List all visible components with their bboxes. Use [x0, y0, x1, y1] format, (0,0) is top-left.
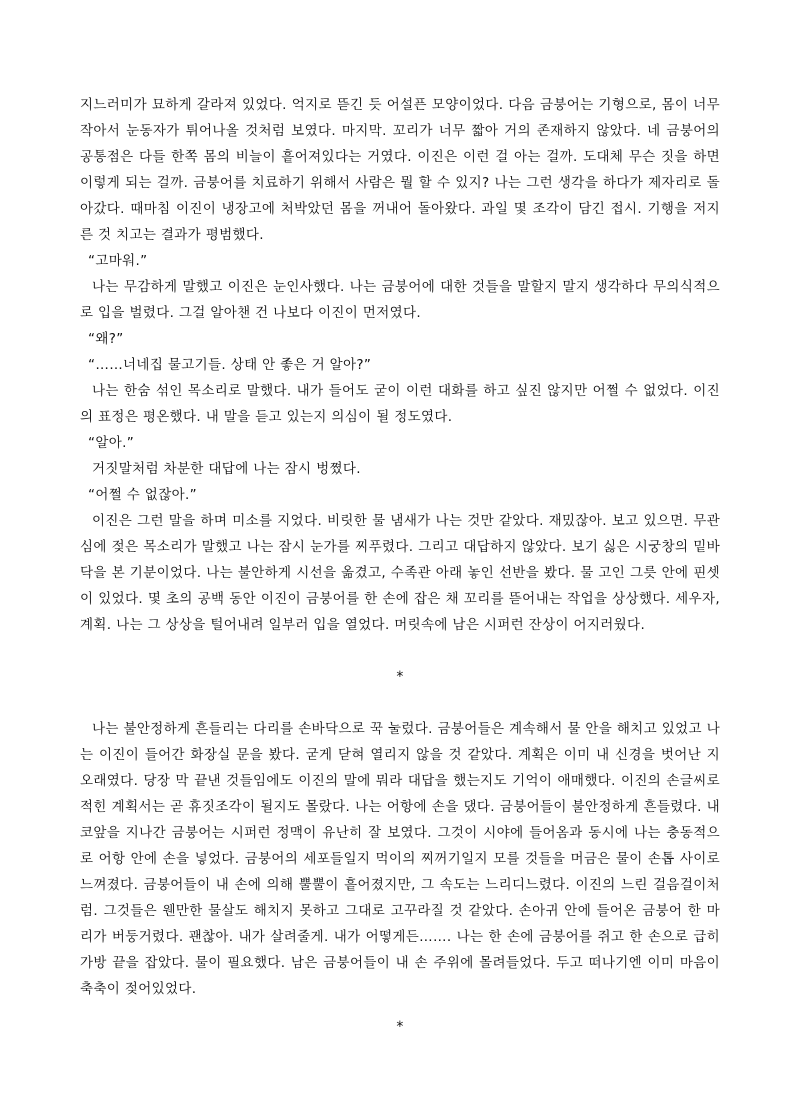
paragraph-3: 나는 한숨 섞인 목소리로 말했다. 내가 들어도 굳이 이런 대화를 하고 싶진 않지만 어쩔 수 없었다. 이진의 표정은 평온했다. 내 말을 듣고 있는지 의심이 될 정도였다.: [80, 383, 720, 425]
dialogue-line-5: “어쩔 수 없잖아.”: [88, 487, 197, 503]
section-separator: *: [396, 669, 404, 685]
paragraph-1: 지느러미가 묘하게 갈라져 있었다. 억지로 뜯긴 듯 어설픈 모양이었다. 다음 금붕어는 기형으로, 몸이 너무 작아서 눈동자가 튀어나올 것처럼 보였다. 마지막. 꼬리가 너무 짧아 거의 존재하지 않았다. 네 금붕어의 공통점은 다들 한쪽 몸의 비늘이 흩어져있다는 거였다. 이진은 이런 걸 아는 걸까. 도대체 무슨 짓을 하면 이렇게 되는 걸까. 금붕어를 치료하기 위해서 사람은 뭘 할 수 있지? 나는 그런 생각을 하다가 제자리로 돌아갔다. 때마침 이진이 냉장고에 처박았던 몸을 꺼내어 돌아왔다. 과일 몇 조각이 담긴 접시. 기행을 저지른 것 치고는 결과가 평범했다.: [80, 97, 720, 243]
paragraph-4: 거짓말처럼 차분한 대답에 나는 잠시 벙쪘다.: [92, 461, 361, 477]
dialogue-line-1: “고마워.”: [88, 253, 148, 269]
paragraph-2: 나는 무감하게 말했고 이진은 눈인사했다. 나는 금붕어에 대한 것들을 말할지 말지 생각하다 무의식적으로 입을 벌렸다. 그걸 알아챈 건 나보다 이진이 먼저였다.: [80, 279, 720, 321]
dialogue-line-3: “……너네집 물고기들. 상태 안 좋은 거 알아?”: [88, 357, 372, 373]
paragraph-5: 이진은 그런 말을 하며 미소를 지었다. 비릿한 물 냄새가 나는 것만 같았다. 재밌잖아. 보고 있으면. 무관심에 젖은 목소리가 말했고 나는 잠시 눈가를 찌푸렸다. 그리고 대답하지 않았다. 보기 싫은 시궁창의 밑바닥을 본 기분이었다. 나는 불안하게 시선을 옮겼고, 수족관 아래 놓인 선반을 봤다. 물 고인 그릇 안에 핀셋이 있었다. 몇 초의 공백 동안 이진이 금붕어를 한 손에 잡은 채 꼬리를 뜯어내는 작업을 상상했다. 세우자, 계획. 나는 그 상상을 털어내려 일부러 입을 열었다. 머릿속에 남은 시퍼런 잔상이 어지러웠다.: [80, 513, 720, 633]
document-page: [80, 92, 720, 1040]
paragraph-6: 나는 불안정하게 흔들리는 다리를 손바닥으로 꾹 눌렀다. 금붕어들은 계속해서 물 안을 해치고 있었고 나는 이진이 들어간 화장실 문을 봤다. 굳게 닫혀 열리지 않을 것 같았다. 계획은 이미 내 신경을 벗어난 지 오래였다. 당장 막 끝낸 것들임에도 이진의 말에 뭐라 대답을 했는지도 기억이 애매했다. 이진의 손글씨로 적힌 계획서는 곧 휴짓조각이 될지도 몰랐다. 나는 어항에 손을 댔다. 금붕어들이 불안정하게 흔들렸다. 내 코앞을 지나간 금붕어는 시퍼런 정맥이 유난히 잘 보였다. 그것이 시야에 들어옴과 동시에 나는 충동적으로 어항 안에 손을 넣었다. 금붕어의 세포들일지 먹이의 찌꺼기일지 모를 것들을 머금은 물이 손톱 사이로 느껴졌다. 금붕어들이 내 손에 의해 뿔뿔이 흩어졌지만, 그 속도는 느리디느렸다. 이진의 느린 걸음걸이처럼. 그것들은 웬만한 물살도 해치지 못하고 그대로 고꾸라질 것 같았다. 손아귀 안에 들어온 금붕어 한 마리가 버둥거렸다. 괜찮아. 내가 살려줄게. 내가 어떻게든……. 나는 한 손에 금붕어를 쥐고 한 손으로 급히 가방 끝을 잡았다. 물이 필요했다. 남은 금붕어들이 내 손 주위에 몰려들었다. 두고 떠나기엔 이미 마음이 축축이 젖어있었다.: [80, 721, 720, 997]
dialogue-line-4: “알아.”: [88, 435, 135, 451]
dialogue-line-2: “왜?”: [88, 331, 124, 347]
section-separator-bottom: *: [396, 1019, 404, 1035]
